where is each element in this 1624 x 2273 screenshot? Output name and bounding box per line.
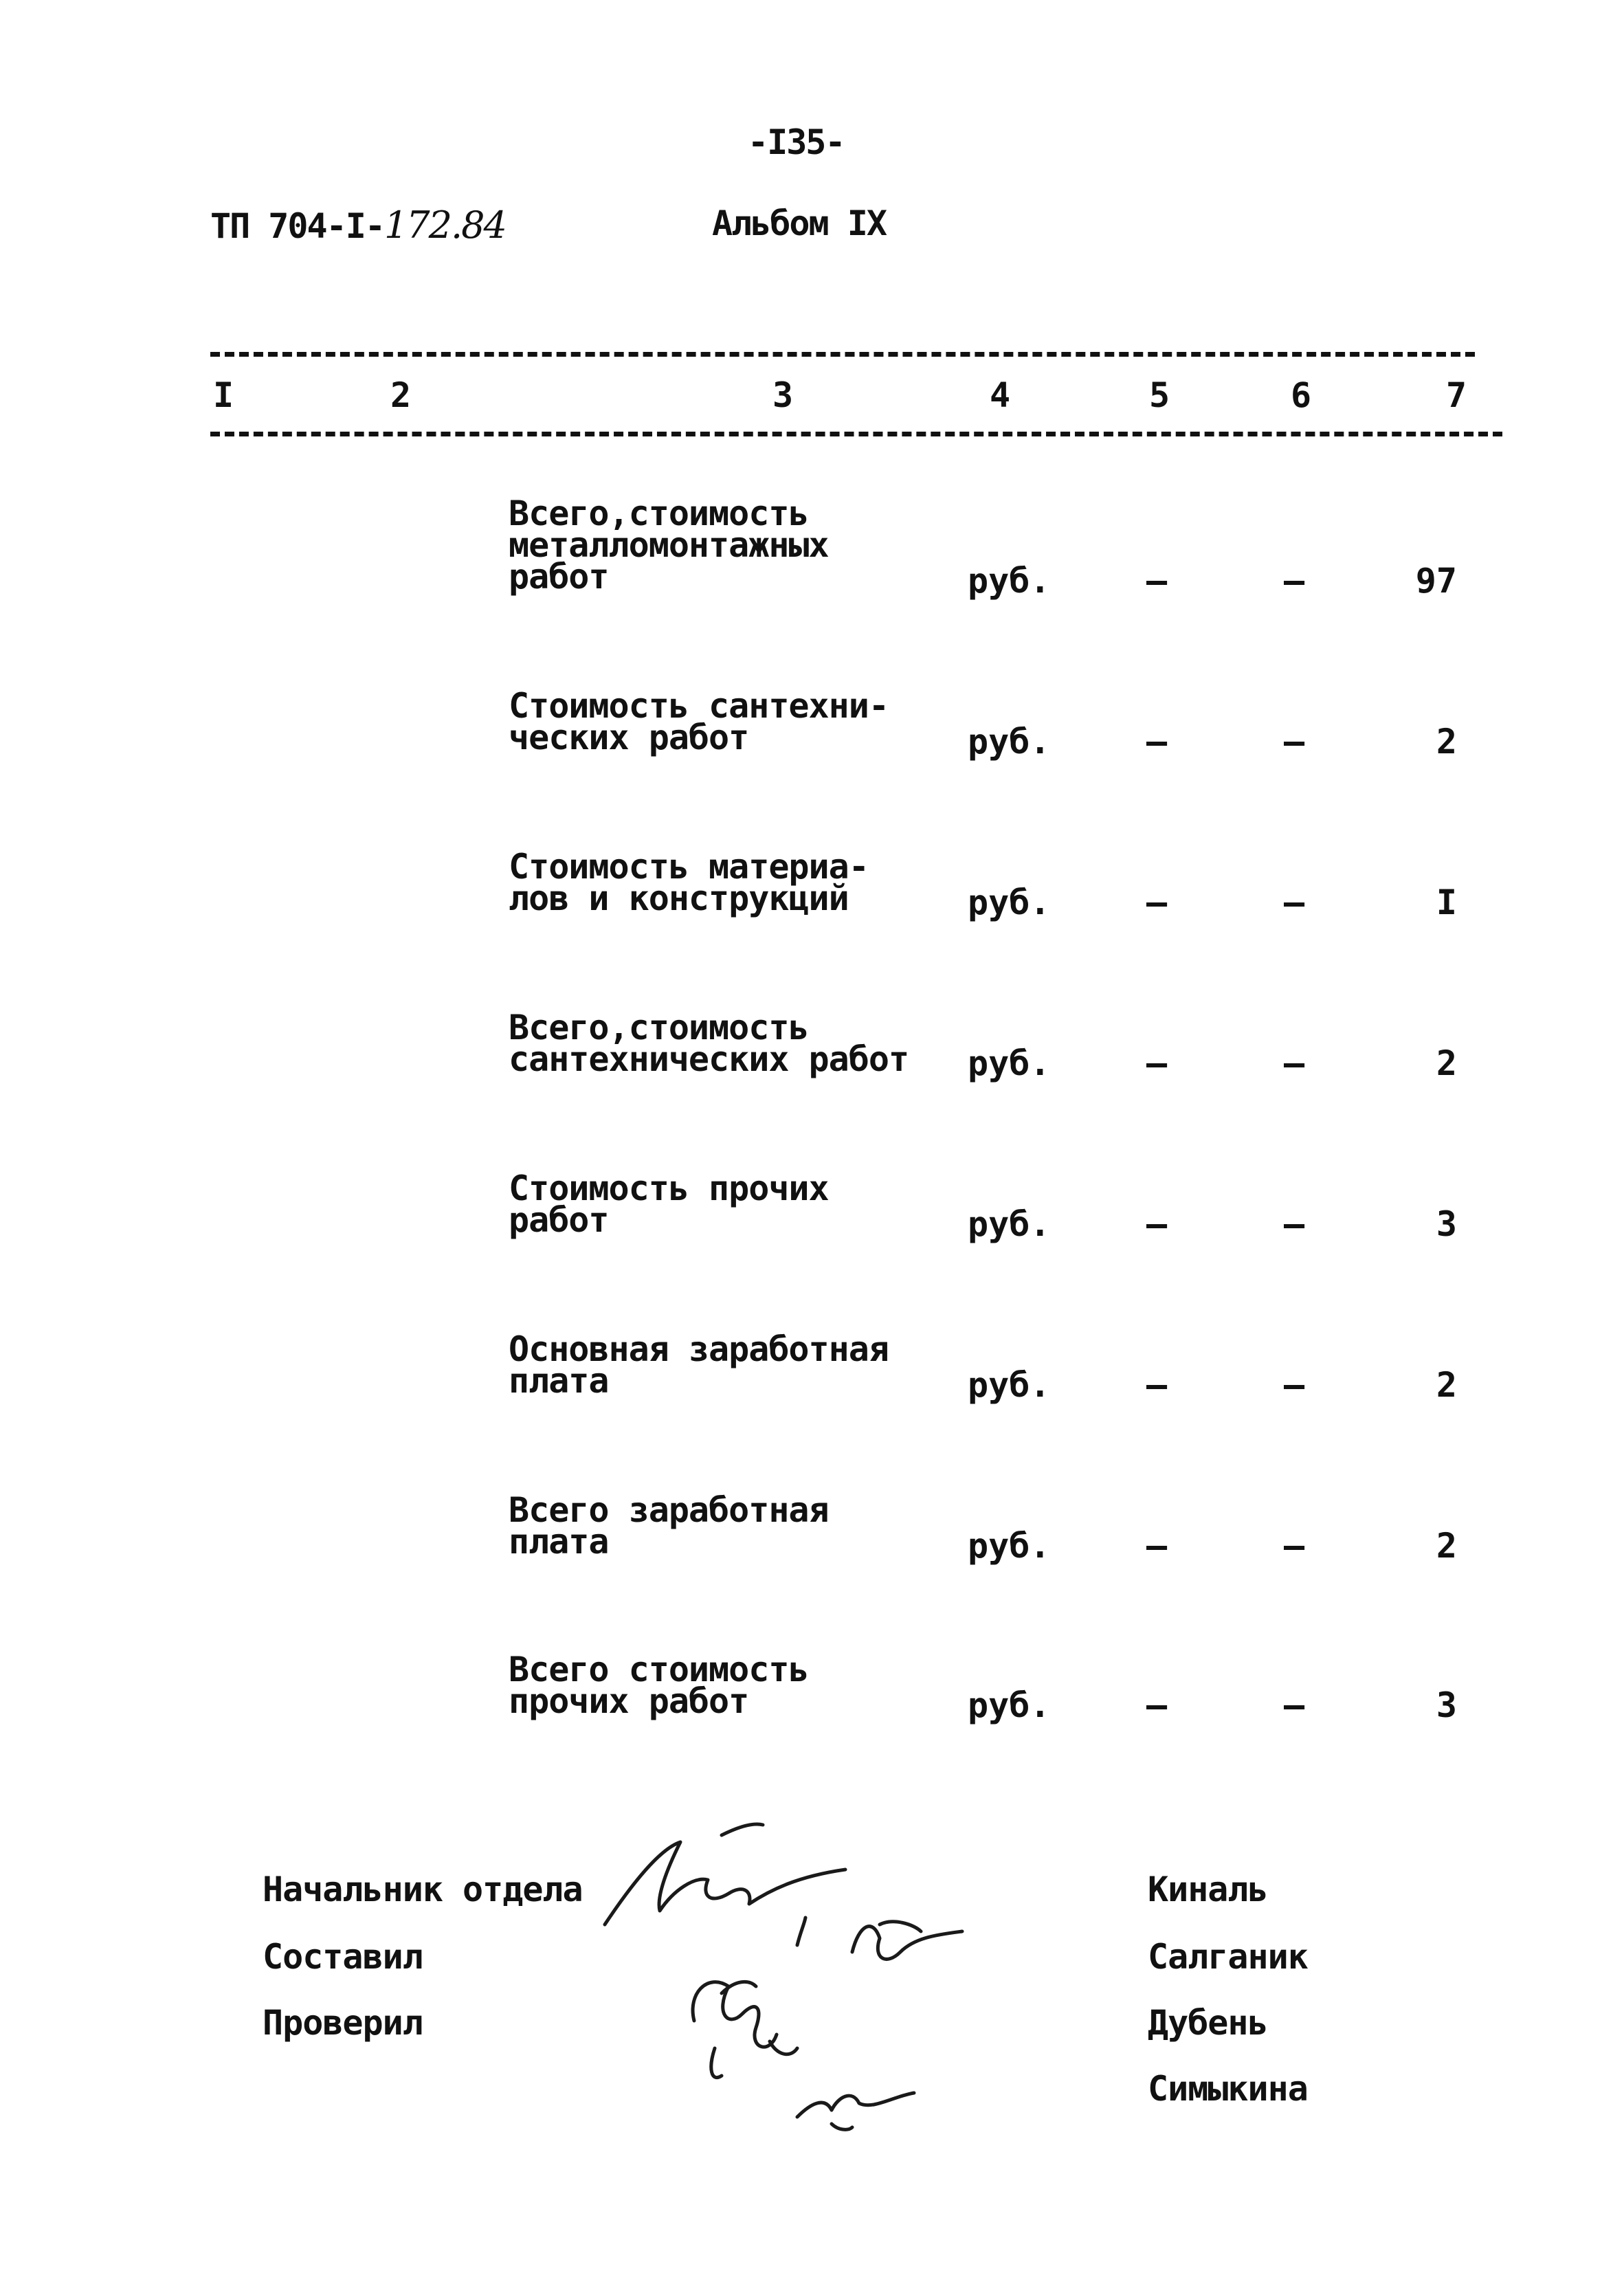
column-number-6: 6 xyxy=(1291,375,1312,415)
row-col7: 3 xyxy=(1436,1204,1457,1244)
row-name: Всего стоимость прочих работ xyxy=(509,1650,809,1721)
row-col5: – xyxy=(1146,722,1168,762)
signature-head xyxy=(605,1824,845,1925)
column-number-3: 3 xyxy=(772,375,794,415)
row-name: Всего заработная плата xyxy=(509,1490,829,1562)
row-col5: – xyxy=(1146,1685,1168,1725)
header-top-rule xyxy=(210,352,1475,357)
row-unit: руб. xyxy=(968,561,1051,601)
row-col7: 2 xyxy=(1436,1043,1457,1083)
table-row xyxy=(0,1329,1624,1430)
document-code xyxy=(210,203,506,247)
row-col7: 2 xyxy=(1436,1526,1457,1566)
signoff-role-compiled: Составил xyxy=(263,1937,423,1977)
row-unit: руб. xyxy=(968,883,1051,922)
table-row xyxy=(0,494,1624,601)
row-name: Всего,стоимость металломонтажных работ xyxy=(509,494,829,597)
column-number-4: 4 xyxy=(990,375,1011,415)
column-number-2: 2 xyxy=(390,375,412,415)
signature-compiled xyxy=(797,1918,962,1959)
header-bottom-rule xyxy=(210,432,1502,436)
table-row xyxy=(0,1008,1624,1108)
row-name: Стоимость сантехни- ческих работ xyxy=(509,686,889,757)
row-unit: руб. xyxy=(968,1685,1051,1725)
table-row xyxy=(0,686,1624,786)
row-col6: – xyxy=(1284,561,1305,601)
table-row xyxy=(0,847,1624,947)
row-name: Стоимость прочих работ xyxy=(509,1168,829,1240)
row-col7: 3 xyxy=(1436,1685,1457,1725)
signoff-role-checked: Проверил xyxy=(263,2003,423,2043)
column-number-1: I xyxy=(213,375,234,415)
row-name: Основная заработная плата xyxy=(509,1329,889,1401)
row-col7: 2 xyxy=(1436,1365,1457,1405)
row-col6: – xyxy=(1284,1043,1305,1083)
row-col6: – xyxy=(1284,1204,1305,1244)
column-number-7: 7 xyxy=(1446,375,1467,415)
page-number: -I35- xyxy=(748,122,845,162)
row-unit: руб. xyxy=(968,722,1051,762)
row-col6: – xyxy=(1284,1365,1305,1405)
row-col5: – xyxy=(1146,883,1168,922)
signature-checked-2 xyxy=(797,2093,914,2129)
row-name: Стоимость материа- лов и конструкций xyxy=(509,847,869,918)
row-col6: – xyxy=(1284,1685,1305,1725)
signoff-name-3: Дубень xyxy=(1148,2003,1268,2043)
column-number-5: 5 xyxy=(1149,375,1170,415)
row-col7: 97 xyxy=(1415,561,1457,601)
table-row xyxy=(0,1168,1624,1269)
album-label: Альбом IX xyxy=(712,203,886,243)
row-unit: руб. xyxy=(968,1204,1051,1244)
row-col6: – xyxy=(1284,1526,1305,1566)
signoff-role-head: Начальник отдела xyxy=(263,1870,583,1909)
signoff-name-2: Салганик xyxy=(1148,1937,1308,1977)
row-col5: – xyxy=(1146,1204,1168,1244)
row-unit: руб. xyxy=(968,1526,1051,1566)
row-col7: I xyxy=(1436,883,1457,922)
row-col5: – xyxy=(1146,561,1168,601)
document-code-printed: ТП 704-I- xyxy=(210,206,384,246)
row-unit: руб. xyxy=(968,1365,1051,1405)
table-row xyxy=(0,1650,1624,1750)
signoff-name-4: Симыкина xyxy=(1148,2069,1308,2109)
signature-checked xyxy=(693,1982,797,2077)
row-name: Всего,стоимость сантехнических работ xyxy=(509,1008,909,1079)
document-code-handwritten: 172.84 xyxy=(383,203,506,247)
signoff-name-1: Киналь xyxy=(1148,1870,1268,1909)
row-unit: руб. xyxy=(968,1043,1051,1083)
table-row xyxy=(0,1490,1624,1590)
row-col5: – xyxy=(1146,1043,1168,1083)
row-col5: – xyxy=(1146,1526,1168,1566)
row-col6: – xyxy=(1284,883,1305,922)
handwritten-signatures xyxy=(591,1821,1072,2138)
row-col5: – xyxy=(1146,1365,1168,1405)
row-col7: 2 xyxy=(1436,722,1457,762)
row-col6: – xyxy=(1284,722,1305,762)
